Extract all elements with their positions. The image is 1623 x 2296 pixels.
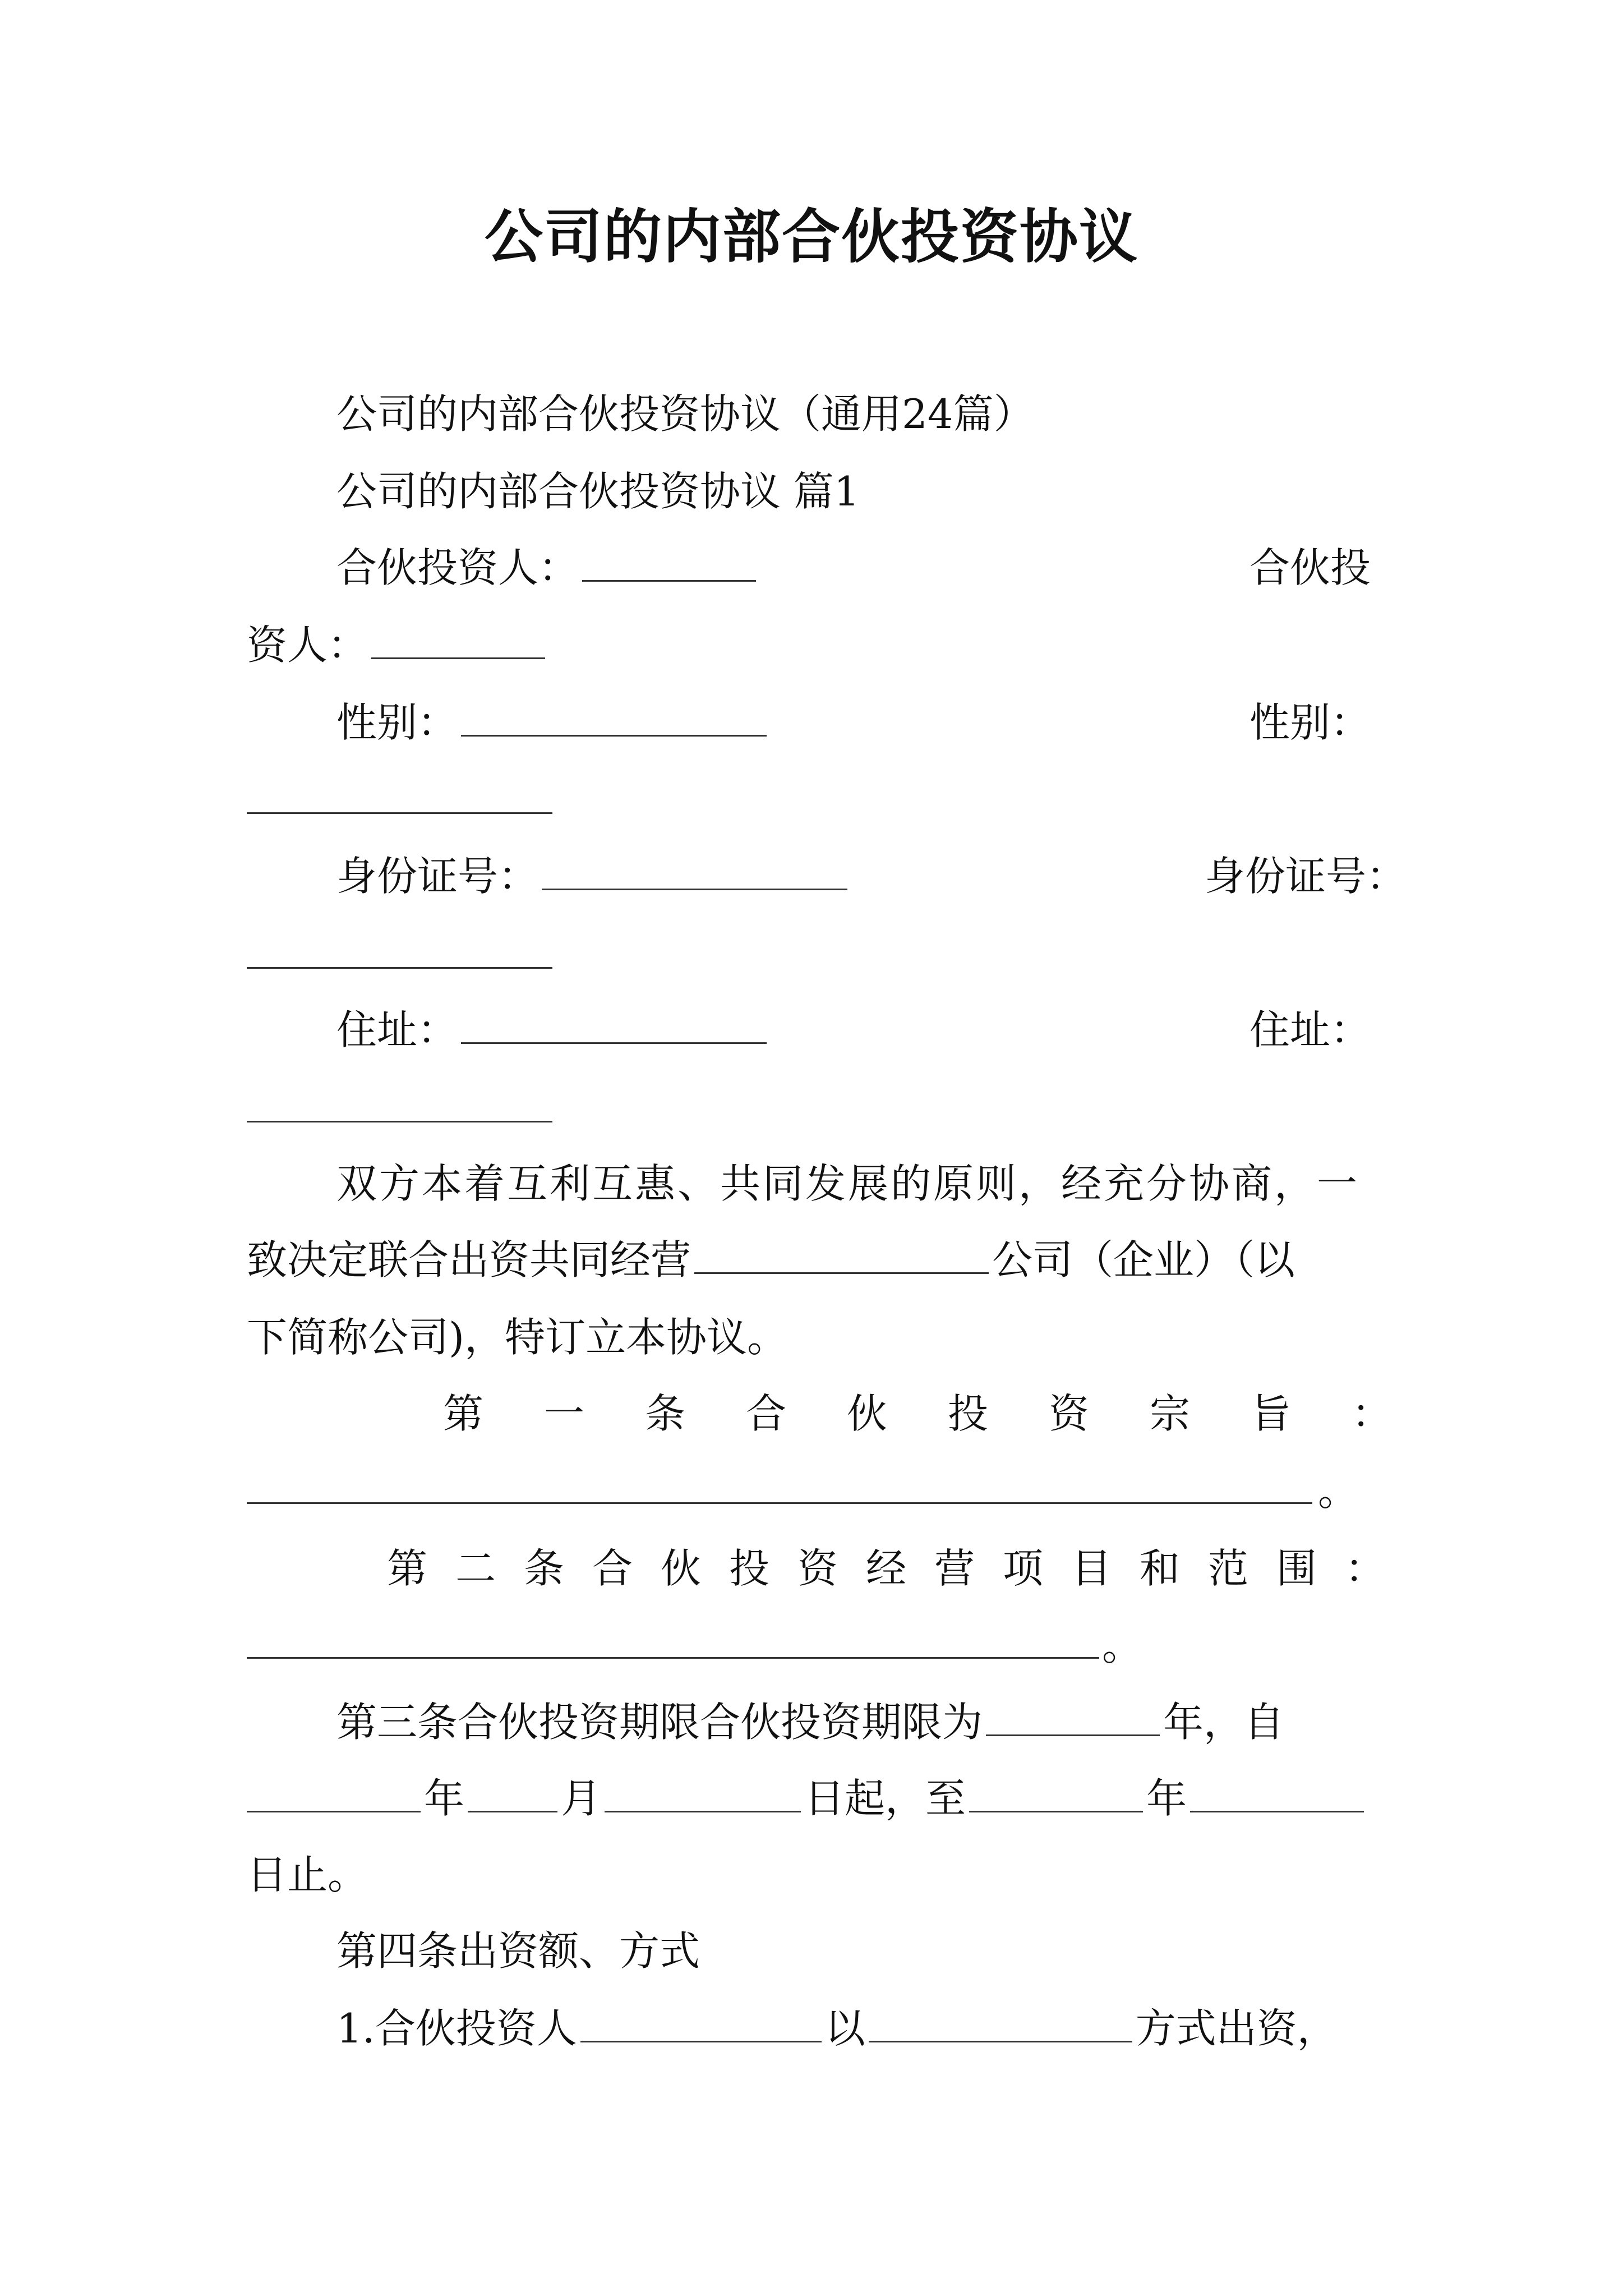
intro-line-2: [247, 1232, 1295, 1288]
party-b-blank: [371, 618, 545, 659]
article-4-item-1: [336, 2000, 1338, 2056]
address-a-blank: [461, 1003, 767, 1044]
article-4-item-1-b: 以: [824, 2005, 865, 2052]
gender-b-blank: [247, 812, 552, 814]
contribution-method-blank: [869, 2001, 1132, 2042]
article-4-item-1-a: 1.合伙投资人: [336, 2005, 577, 2052]
article-3-line-2: [247, 1770, 1367, 1826]
address-a-label: 住址：: [336, 1006, 458, 1053]
address-b-blank: [247, 1121, 552, 1122]
document-title: 公司的内部合伙投资协议: [484, 202, 1138, 271]
party-b-label-1: 合伙投: [1249, 544, 1371, 591]
party-a-blank: [582, 541, 756, 582]
party-a-label-text: 合伙投资人：: [336, 544, 579, 591]
address-a: [336, 1002, 770, 1058]
article-2-end: 。: [1102, 1622, 1143, 1669]
gender-b-label: 性别：: [1249, 699, 1371, 746]
intro-line-2-a: 致决定联合出资共同经营: [247, 1236, 691, 1283]
intro-line-2-b: 公司（企业）（以: [992, 1236, 1295, 1283]
partner-name-blank: [580, 2001, 822, 2042]
article-3-line-1: [336, 1694, 1284, 1750]
company-name-blank: [694, 1233, 989, 1274]
party-a-label: [336, 540, 759, 596]
id-b-label: 身份证号：: [1205, 853, 1407, 900]
article-3-text-b: 年，自: [1163, 1699, 1285, 1746]
id-a: [336, 848, 851, 904]
article-3-text-c: 年: [424, 1775, 465, 1822]
intro-line-1: 双方本着互利互惠、共同发展的原则，经充分协商，一: [336, 1160, 1360, 1207]
start-day-blank: [605, 1772, 801, 1812]
article-1-heading: 第一条合伙投资宗旨：: [443, 1390, 1453, 1437]
start-month-blank: [468, 1772, 557, 1812]
party-b-label-text: 资人：: [247, 622, 368, 669]
gender-a-blank: [461, 696, 767, 737]
gender-a-label: 性别：: [336, 699, 458, 746]
article-3-line-3: 日止。: [247, 1851, 368, 1898]
article-4-heading: 第四条出资额、方式: [336, 1927, 700, 1975]
article-3-text-d: 月: [561, 1775, 602, 1822]
address-b-label: 住址：: [1249, 1006, 1371, 1053]
party-b-label-2: [247, 617, 548, 673]
id-b-blank: [247, 967, 552, 969]
start-year-blank: [247, 1772, 421, 1812]
id-a-label: 身份证号：: [336, 853, 539, 900]
article-2-heading: 第二条合伙投资经营项目和范围：: [387, 1545, 1414, 1592]
document-subtitle: 公司的内部合伙投资协议（通用24篇）: [336, 390, 1034, 438]
end-year-blank: [969, 1772, 1143, 1812]
id-a-blank: [542, 849, 847, 890]
intro-line-3: 下简称公司)，特订立本协议。: [247, 1314, 788, 1361]
article-3-text-a: 第三条合伙投资期限合伙投资期限为: [336, 1699, 983, 1746]
gender-a: [336, 694, 770, 751]
term-years-blank: [986, 1695, 1160, 1736]
section-heading: 公司的内部合伙投资协议 篇1: [336, 468, 860, 515]
article-3-text-e: 日起，至: [804, 1775, 966, 1822]
end-month-blank: [1190, 1772, 1364, 1812]
article-1-end: 。: [1318, 1467, 1359, 1515]
article-1-blank: [247, 1502, 1312, 1504]
article-2-blank: [247, 1657, 1099, 1659]
article-3-text-f: 年: [1146, 1775, 1187, 1822]
article-4-item-1-c: 方式出资，: [1135, 2005, 1338, 2052]
